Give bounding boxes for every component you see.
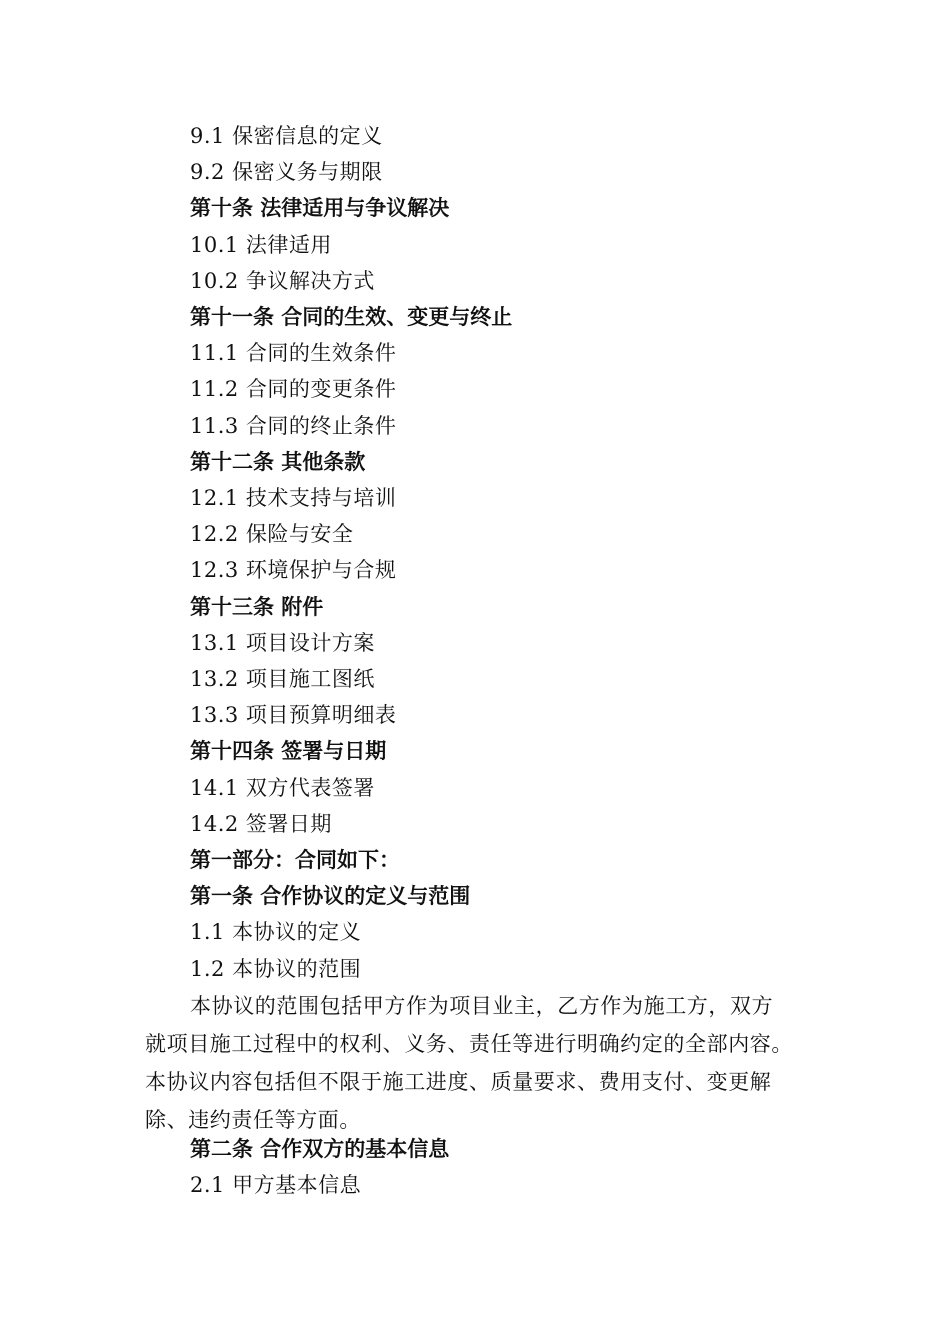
subsection-item: 12.1 技术支持与培训 — [190, 486, 397, 510]
subsection-item: 1.2 本协议的范围 — [190, 957, 362, 981]
subsection-item: 13.1 项目设计方案 — [190, 631, 375, 655]
section-heading: 第二条 合作双方的基本信息 — [190, 1137, 450, 1161]
section-heading: 第十一条 合同的生效、变更与终止 — [190, 305, 513, 329]
paragraph-line: 就项目施工过程中的权利、义务、责任等进行明确约定的全部内容。 — [145, 1032, 793, 1056]
section-heading: 第十四条 签署与日期 — [190, 739, 387, 763]
subsection-item: 11.2 合同的变更条件 — [190, 377, 397, 401]
subsection-item: 9.2 保密义务与期限 — [190, 160, 383, 184]
subsection-item: 11.1 合同的生效条件 — [190, 341, 397, 365]
scope-paragraph — [145, 987, 825, 1139]
subsection-item: 9.1 保密信息的定义 — [190, 124, 383, 148]
subsection-item: 12.3 环境保护与合规 — [190, 558, 397, 582]
paragraph-line: 本协议内容包括但不限于施工进度、质量要求、费用支付、变更解 — [145, 1070, 772, 1094]
subsection-item: 10.1 法律适用 — [190, 233, 332, 257]
subsection-item: 11.3 合同的终止条件 — [190, 414, 397, 438]
section-heading: 第十二条 其他条款 — [190, 450, 366, 474]
section-heading: 第一部分：合同如下： — [190, 848, 400, 872]
subsection-item: 10.2 争议解决方式 — [190, 269, 375, 293]
subsection-item: 12.2 保险与安全 — [190, 522, 354, 546]
paragraph-line: 本协议的范围包括甲方作为项目业主，乙方作为施工方，双方 — [190, 994, 774, 1018]
subsection-item: 2.1 甲方基本信息 — [190, 1173, 362, 1197]
section-heading: 第十三条 附件 — [190, 595, 324, 619]
subsection-item: 14.1 双方代表签署 — [190, 776, 375, 800]
subsection-item: 13.2 项目施工图纸 — [190, 667, 375, 691]
paragraph-line: 除、违约责任等方面。 — [145, 1108, 361, 1132]
subsection-item: 14.2 签署日期 — [190, 812, 332, 836]
subsection-item: 1.1 本协议的定义 — [190, 920, 362, 944]
subsection-item: 13.3 项目预算明细表 — [190, 703, 397, 727]
section-heading: 第一条 合作协议的定义与范围 — [190, 884, 471, 908]
section-heading: 第十条 法律适用与争议解决 — [190, 196, 450, 220]
